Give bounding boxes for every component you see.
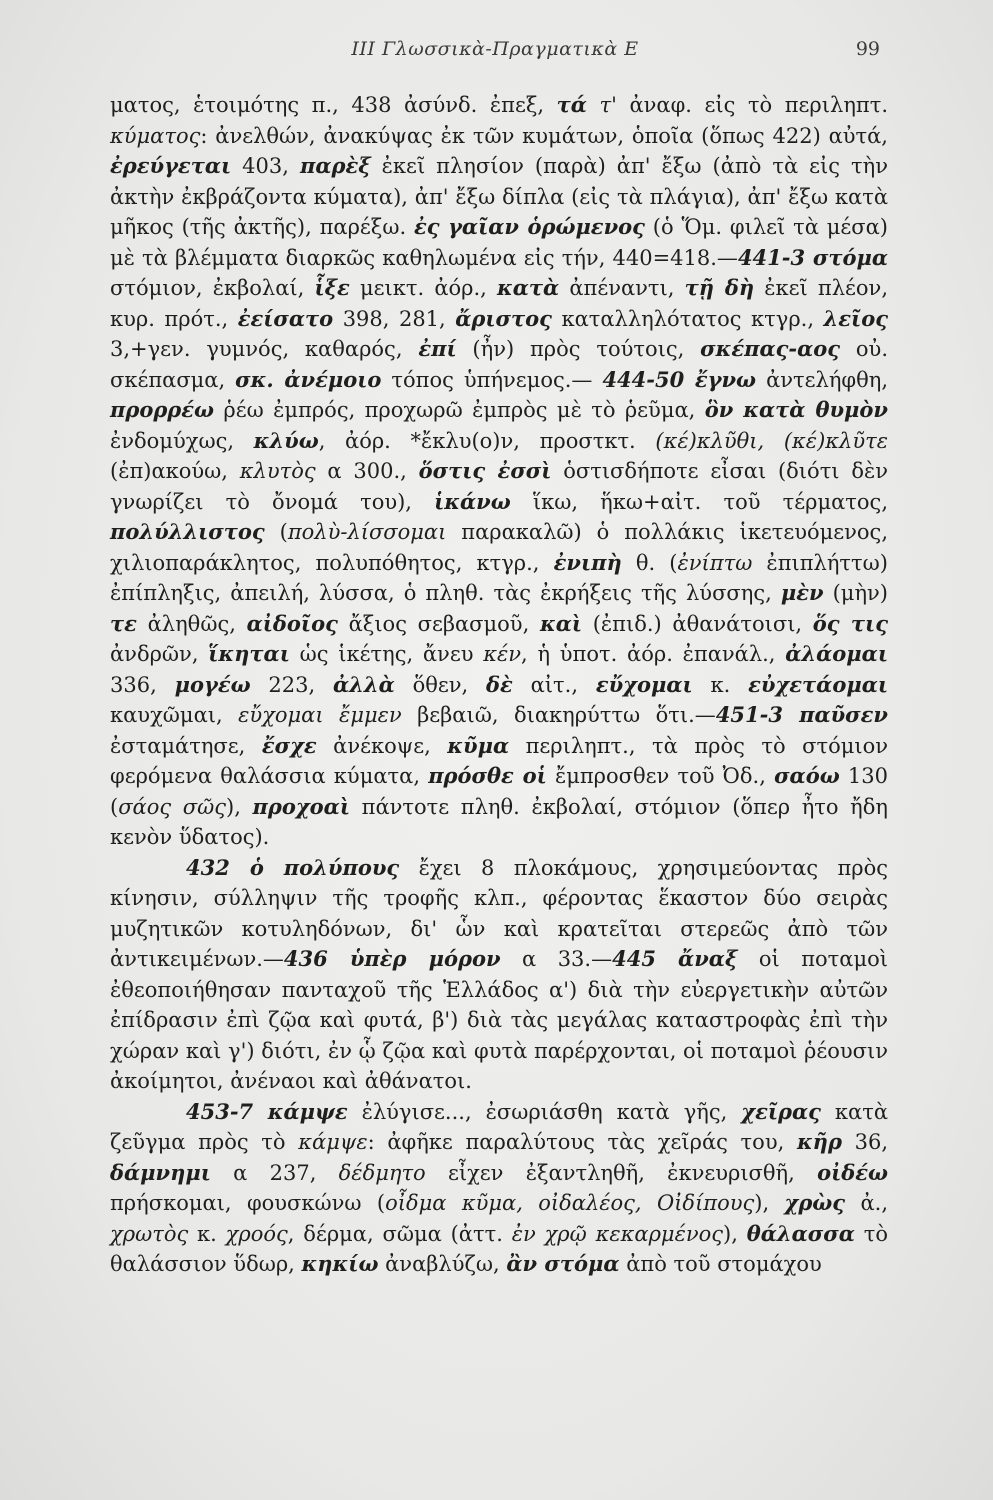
text-run: (: [264, 520, 288, 544]
lemma-term: ὅστις ἐσσὶ: [418, 458, 552, 483]
text-run: (ἐπιδ.) ἀθανάτοισι,: [582, 611, 813, 636]
lemma-term: ἐείσατο: [237, 305, 334, 331]
page-number: 99: [855, 38, 880, 60]
text-run: ἀπὸ τοῦ στομάχου: [619, 1252, 822, 1276]
lemma-term: σαόω: [774, 763, 840, 788]
lemma-term: προχοαὶ: [252, 793, 350, 819]
lemma-term: εὐχετάομαι: [748, 671, 889, 697]
text-run: ),: [226, 794, 253, 819]
text-run: ἵκω, ἥκω+αἰτ. τοῦ τέρματος,: [510, 489, 888, 514]
text-run: , δέρμα, σῶμα (ἀττ.: [287, 1221, 512, 1246]
text-run: τόπος ὑπήνεμος.—: [381, 367, 603, 392]
lemma-term: κῆρ: [796, 1129, 842, 1154]
lemma-term: ἱκάνω: [434, 488, 511, 514]
lemma-term: ἔσχε: [261, 732, 317, 758]
lemma-term: ὅς τις: [812, 610, 888, 636]
text-run: α 237,: [210, 1160, 339, 1185]
lemma-term: εὔχομαι ἔμμεν: [238, 703, 402, 727]
text-run: ὁστισδήποτε εἶσαι (διότι δὲν γνωρίζει τὸ ὄνομά του),: [110, 459, 888, 514]
lemma-term: ὃν κατὰ θυμὸν: [704, 397, 888, 422]
lemma-term: καὶ: [539, 610, 583, 636]
lemma-term: μὲν: [780, 580, 824, 605]
lemma-term: κέν: [483, 642, 522, 666]
lemma-term: ἂν στόμα: [506, 1251, 620, 1276]
lemma-term: ἄριστος: [455, 305, 552, 331]
lemma-term: χρὼς: [784, 1190, 846, 1215]
text-run: στόμιον, ἐκβολαί,: [110, 276, 315, 300]
text-run: 403,: [231, 154, 300, 178]
lemma-term: δὲ: [486, 671, 513, 697]
text-run: , ἀόρ. *ἔκλυ(ο)ν, προστκτ.: [318, 428, 656, 453]
text-run: 398, 281,: [333, 306, 456, 331]
lemma-term: ἐρεύγεται: [110, 153, 232, 178]
lemma-term: ἷξε: [314, 275, 350, 300]
lemma-term: 441-3 στόμα: [737, 244, 889, 270]
text-run: αἰτ.,: [512, 672, 596, 697]
text-run: 130 (: [110, 764, 888, 819]
text-run: α 33.—: [500, 947, 613, 971]
lemma-term: μογέω: [174, 671, 251, 697]
text-run: ἀναβλύζω,: [378, 1252, 507, 1276]
lemma-term: πολύλλιστος: [110, 519, 265, 544]
text-run: ὡς ἱκέτης, ἄνευ: [289, 642, 484, 666]
lemma-term: κλύω: [253, 427, 319, 453]
text-run: ἔχει 8 πλοκάμους, χρησιμεύοντας πρὸς κίνησιν, σύλληψιν τῆς τροφῆς κλπ., φέροντας ἕκαστον δύο σειρὰς μυζητικῶν κοτυληδόνων, δι' ὧν καὶ κρατεῖται στερεῶς ἀπὸ τῶν ἀντικειμένων.—: [110, 855, 889, 971]
text-run: (ἦν) πρὸς τούτοις,: [456, 337, 701, 361]
text-run: κ.: [188, 1221, 226, 1246]
lemma-term: ἐνίπτω: [677, 550, 753, 575]
lemma-term: 436 ὑπὲρ μόρον: [283, 946, 501, 971]
lemma-term: ἀλλὰ: [332, 671, 395, 697]
lemma-term: ἐπί: [418, 336, 457, 361]
lemma-term: δάμνημι: [110, 1159, 211, 1185]
lemma-term: ἐνιπὴ: [553, 549, 622, 575]
lemma-term: ἀλάομαι: [785, 641, 888, 666]
lemma-term: 451-3 παῦσεν: [715, 702, 888, 727]
text-run: (μὴν): [823, 581, 888, 605]
text-run: : ἀφῆκε παραλύτους τὰς χεῖράς του,: [367, 1130, 797, 1154]
text-run: καυχῶμαι,: [110, 703, 239, 727]
lemma-term: κῦμα: [447, 732, 510, 758]
lemma-term: 453-7 κάμψε: [186, 1098, 348, 1124]
lemma-term: οἶδμα κῦμα, οἰδαλέος, Οἰδίπους: [385, 1191, 755, 1215]
text-run: ἀνέκοψε,: [316, 733, 448, 758]
text-run: 336,: [110, 672, 175, 697]
text-run: ἐλύγισε..., ἐσωριάσθη κατὰ γῆς,: [347, 1099, 742, 1124]
text-run: ἄξιος σεβασμοῦ,: [337, 611, 540, 636]
lemma-term: 444-50 ἔγνω: [602, 366, 757, 392]
text-run: μεικτ. ἀόρ.,: [349, 276, 497, 300]
lemma-term: σκέπας-αος: [700, 336, 841, 361]
commentary-body: [110, 90, 888, 1280]
text-run: ἀντελήφθη,: [756, 367, 889, 392]
text-run: ῥέω ἐμπρός, προχωρῶ ἐμπρὸς μὲ τὸ ῥεῦμα,: [214, 398, 705, 422]
text-run: ἔμπροσθεν τοῦ Ὀδ.,: [546, 764, 775, 788]
paragraph-3: [110, 1097, 888, 1280]
text-run: τὸ θαλάσσιον ὕδωρ,: [110, 1221, 889, 1276]
text-run: ἐσταμάτησε,: [110, 733, 262, 758]
lemma-term: κλυτὸς: [239, 459, 316, 483]
lemma-term: τά: [556, 92, 587, 117]
text-run: ),: [754, 1191, 785, 1215]
lemma-term: προρρέω: [110, 397, 215, 422]
text-run: [587, 93, 600, 117]
lemma-term: 445 ἄναξ: [612, 946, 738, 971]
lemma-term: τῇ δὴ: [684, 275, 755, 300]
lemma-term: δέδμητο: [338, 1160, 426, 1185]
lemma-term: εὔχομαι: [595, 671, 693, 697]
lemma-term: αἰδοῖος: [246, 610, 338, 636]
text-run: (ὁ Ὅμ. φιλεῖ τὰ μέσα) μὲ τὰ βλέμματα διαρκῶς καθηλωμένα εἰς τήν, 440=418.—: [110, 215, 888, 270]
lemma-term: λεῖος: [823, 305, 888, 331]
running-header: [110, 38, 880, 68]
paragraph-1: [110, 90, 888, 853]
lemma-term: χροός: [225, 1221, 288, 1246]
lemma-term: πρόσθε οἱ: [428, 763, 547, 788]
lemma-term: σάος σῶς: [118, 794, 226, 819]
text-run: ἐπιπλήττω) ἐπίπληξις, ἀπειλή, λύσσα, ὁ πληθ. τὰς ἐκρήξεις τῆς λύσσης,: [110, 550, 888, 605]
text-run: ἐκεῖ πλέον, κυρ. πρότ.,: [110, 276, 888, 331]
text-run: 223,: [250, 672, 333, 697]
text-run: (ἐπ)ακούω,: [110, 459, 240, 483]
text-run: πρήσκομαι, φουσκώνω (: [110, 1191, 386, 1215]
text-run: , ἡ ὑποτ. ἀόρ. ἐπανάλ.,: [521, 642, 786, 666]
text-run: ὅθεν,: [394, 672, 487, 697]
text-run: βεβαιῶ, διακηρύττω ὅτι.—: [401, 703, 716, 727]
text-run: καταλληλότατος κτγρ.,: [551, 306, 824, 331]
lemma-term: σκ. ἀνέμοιο: [235, 366, 382, 392]
lemma-term: οἰδέω: [817, 1159, 888, 1185]
lemma-term: τ': [599, 93, 617, 117]
text-run: κ.: [692, 672, 749, 697]
lemma-term: ἐν χρῷ κεκαρμένος: [511, 1221, 724, 1246]
text-run: ἀνδρῶν,: [110, 642, 209, 666]
lemma-term: 432 ὁ πολύπους: [186, 854, 400, 880]
text-run: εἶχεν ἐξαντληθῆ, ἐκνευρισθῆ,: [425, 1160, 818, 1185]
text-run: παρακαλῶ) ὁ πολλάκις ἱκετευόμενος, χιλιοπαράκλητος, πολυπόθητος, κτγρ.,: [110, 520, 888, 575]
text-run: 3,+γεν. γυμνός, καθαρός,: [110, 337, 419, 361]
text-run: ἐκεῖ πλησίον (παρὰ) ἀπ' ἔξω (ἀπὸ τὰ εἰς τὴν ἀκτὴν ἐκβράζοντα κύματα), ἀπ' ἔξω δίπλα (εἰς τὰ πλάγια), ἀπ' ἔξω κατὰ μῆκος (τῆς ἀκτῆς), παρέξω.: [110, 154, 889, 239]
lemma-term: (κέ)κλῦθι, (κέ)κλῦτε: [655, 428, 888, 453]
text-run: ἀληθῶς,: [136, 611, 247, 636]
text-run: πάντοτε πληθ. ἐκβολαί, στόμιον (ὅπερ ἦτο ἤδη κενὸν ὕδατος).: [110, 794, 888, 849]
text-run: οὐ. σκέπασμα,: [110, 337, 888, 392]
text-run: : ἀνελθών, ἀνακύψας ἐκ τῶν κυμάτων, ὁποῖα (ὅπως 422) αὐτά,: [200, 123, 888, 148]
lemma-term: πολὺ-λίσσομαι: [287, 520, 447, 544]
text-run: ἀ.,: [845, 1191, 888, 1215]
text-run: ἀναφ. εἰς τὸ περιληπτ.: [616, 93, 889, 117]
lemma-term: χρωτὸς: [110, 1221, 189, 1246]
text-run: ματος, ἑτοιμότης π., 438 ἀσύνδ. ἐπεξ,: [110, 93, 557, 117]
lemma-term: θάλασσα: [746, 1220, 855, 1246]
text-run: ἀπέναντι,: [559, 276, 685, 300]
lemma-term: ἵκηται: [208, 641, 290, 666]
text-run: οἱ ποταμοὶ ἐθεοποιήθησαν πανταχοῦ τῆς Ἑλλάδος α') διὰ τὴν εὐεργετικὴν αὐτῶν ἐπίδρασιν ἐπὶ ζῷα καὶ φυτά, β') διὰ τὰς μεγάλας καταστροφὰς ἐπὶ τὴν χώραν καὶ γ') διότι, ἐν ᾧ ζῷα καὶ φυτὰ παρέρχονται, οἱ ποταμοὶ ῥέουσιν ἀκοίμητοι, ἀνέναοι καὶ ἀθάνατοι.: [110, 947, 889, 1093]
text-run: 36,: [841, 1130, 888, 1154]
text-run: ἐνδομύχως,: [110, 428, 254, 453]
lemma-term: ἐς γαῖαν ὁρώμενος: [414, 214, 645, 239]
lemma-term: κύματος: [110, 123, 201, 148]
lemma-term: κατὰ: [497, 275, 560, 300]
lemma-term: κηκίω: [301, 1251, 379, 1276]
text-run: ),: [723, 1221, 747, 1246]
header-title: III Γλωσσικὰ-Πραγματικὰ E: [351, 38, 639, 60]
text-run: κατὰ ζεῦγμα πρὸς τὸ: [110, 1099, 889, 1154]
lemma-term: χεῖρας: [741, 1098, 821, 1124]
paragraph-2: [110, 853, 888, 1097]
lemma-term: παρὲξ: [299, 153, 371, 178]
lemma-term: τε: [110, 610, 137, 636]
text-run: θ. (: [621, 550, 678, 575]
text-run: περιληπτ., τὰ πρὸς τὸ στόμιον φερόμενα θαλάσσια κύματα,: [110, 733, 889, 788]
lemma-term: κάμψε: [298, 1130, 368, 1154]
text-run: α 300.,: [315, 459, 419, 483]
